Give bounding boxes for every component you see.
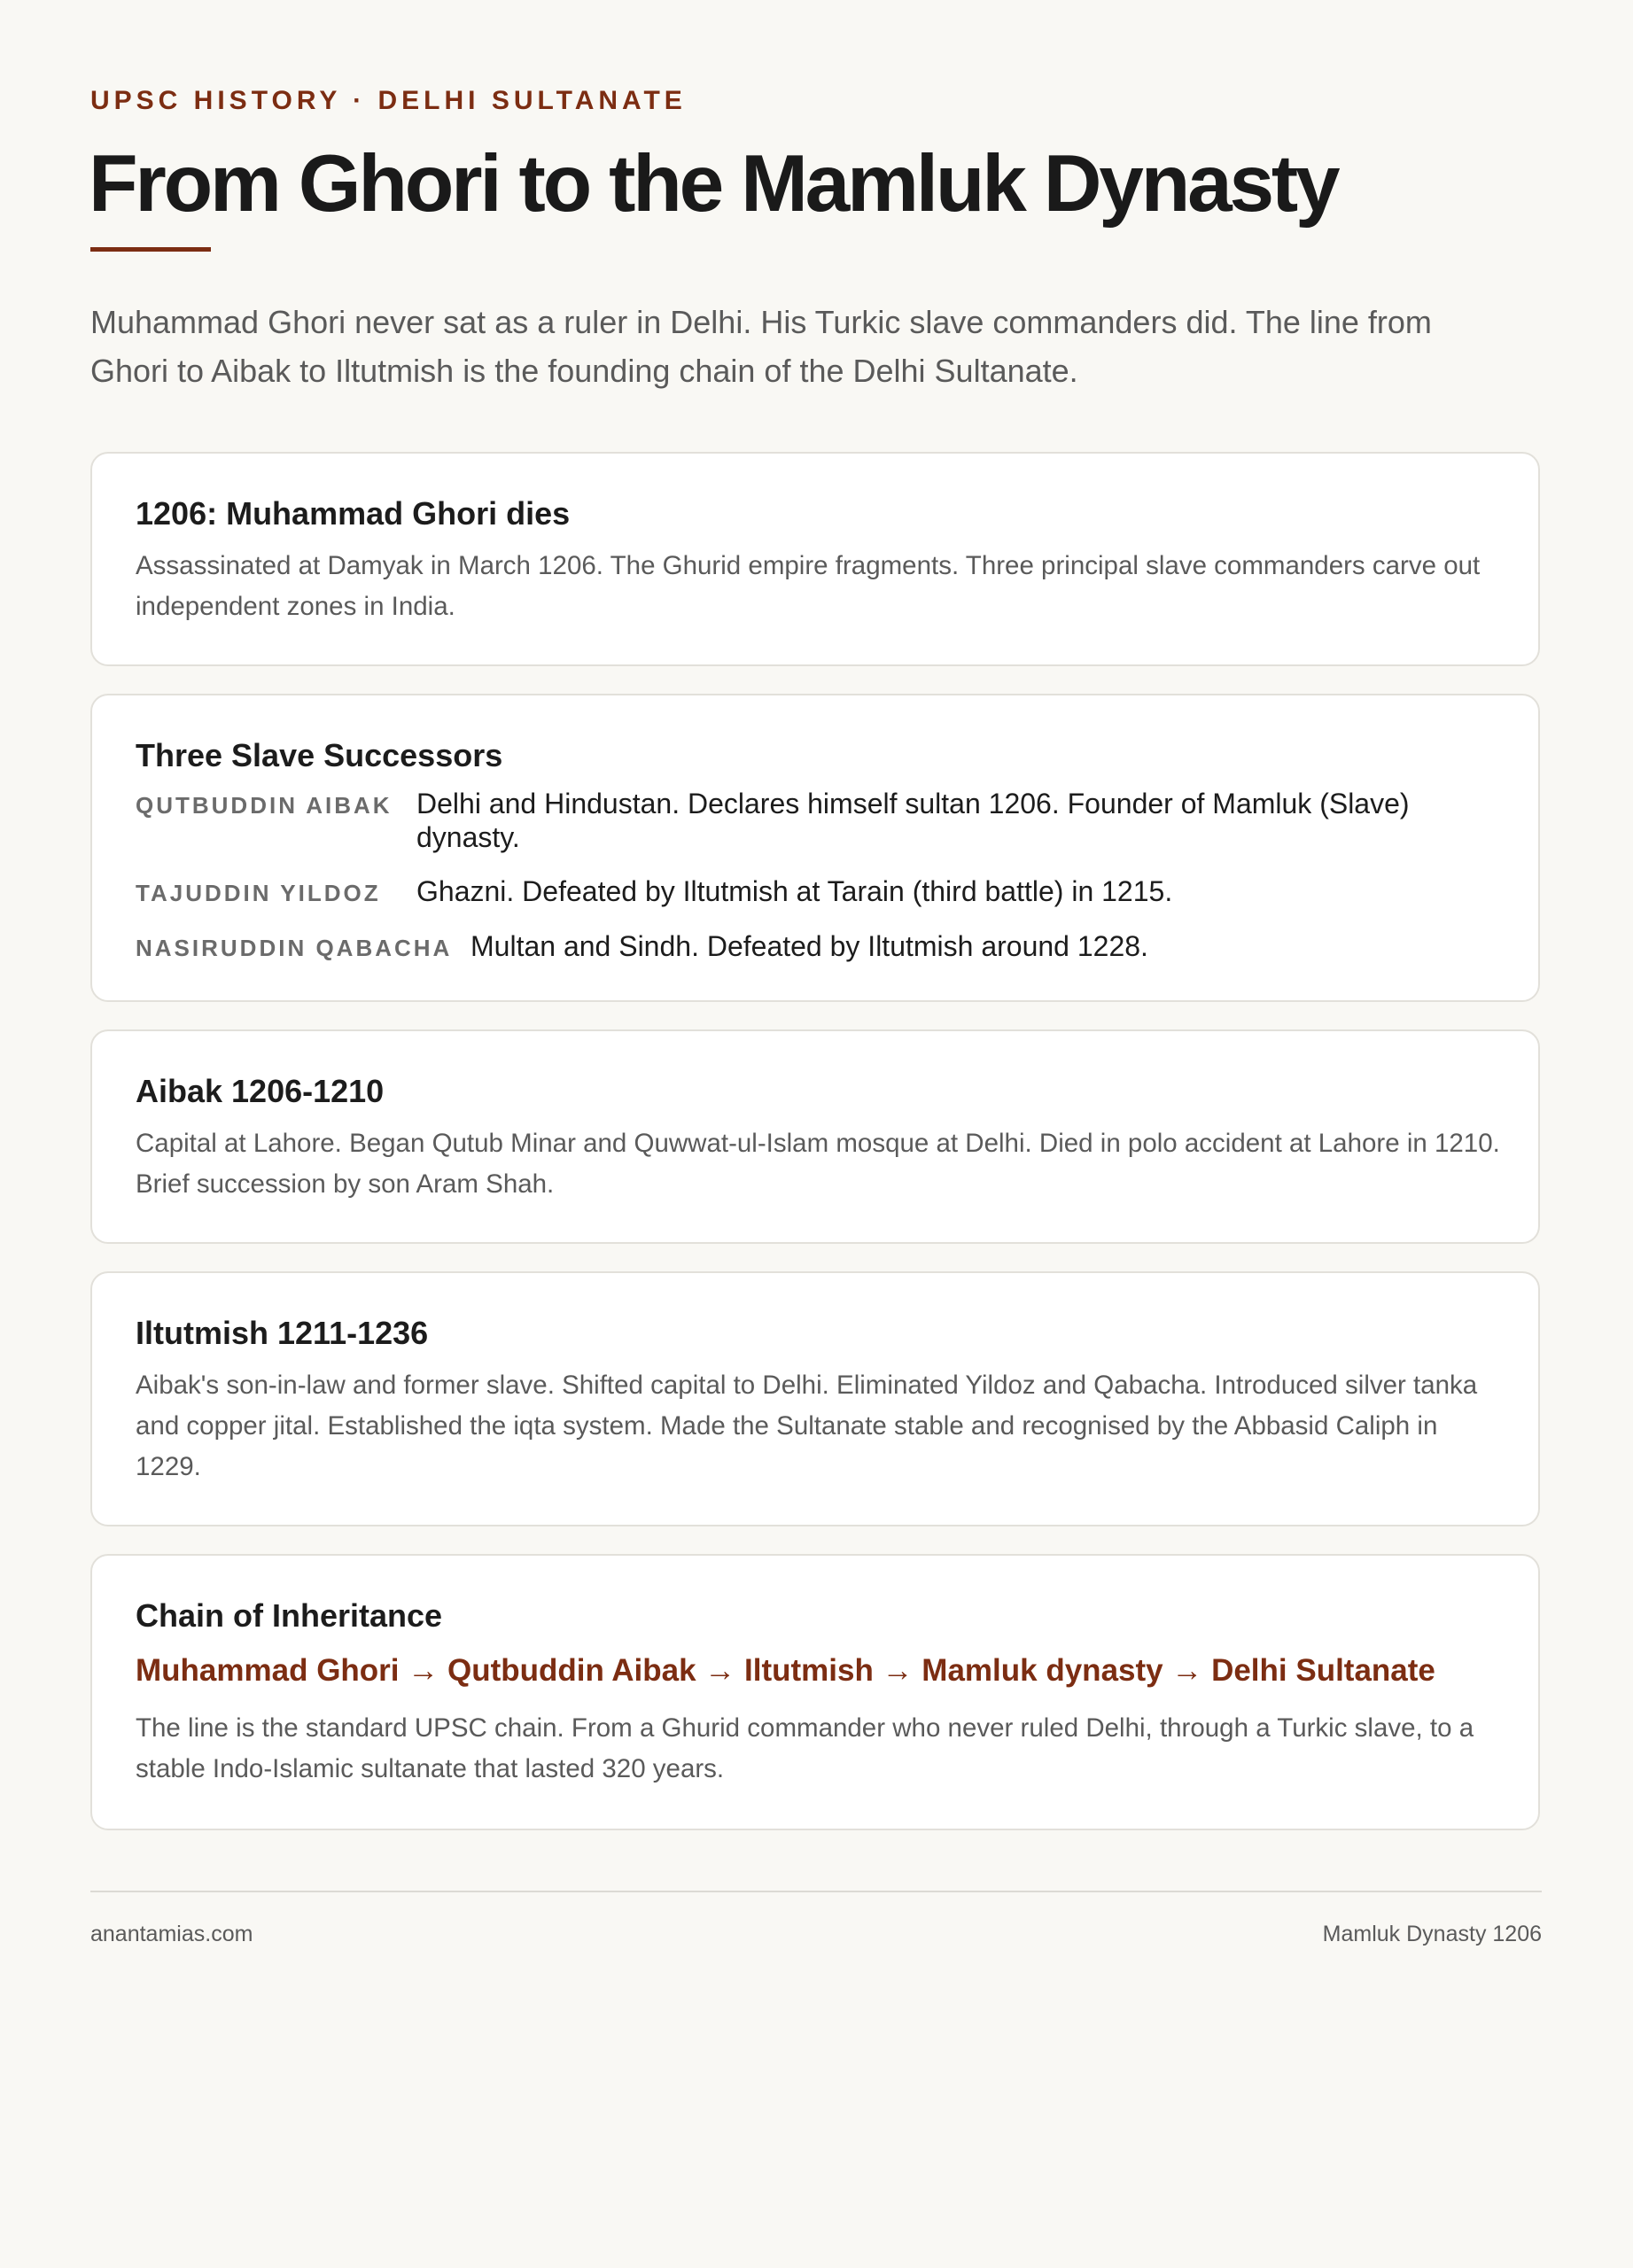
- card-body: Capital at Lahore. Began Qutub Minar and Quwwat-ul-Islam mosque at Delhi. Died in polo accident at Lahore in 1210. Brief succession by son Aram Shah.: [136, 1129, 1500, 1199]
- card-title: Three Slave Successors: [136, 737, 503, 773]
- card-aibak: [90, 1029, 1540, 1244]
- card-body: Aibak's son-in-law and former slave. Shifted capital to Delhi. Eliminated Yildoz and Qabacha. Introduced silver tanka and copper jital. Established the iqta system. Made the Sultanate stable and recognised by the Abbasid Caliph in 1229.: [136, 1371, 1478, 1481]
- successor-text-yildoz: Ghazni. Defeated by Iltutmish at Tarain (third battle) in 1215.: [416, 875, 1173, 907]
- card-title: Aibak 1206-1210: [136, 1073, 385, 1109]
- page-title: From Ghori to the Mamluk Dynasty: [89, 139, 1338, 229]
- card-iltutmish: [90, 1271, 1540, 1526]
- card-title: Chain of Inheritance: [136, 1597, 443, 1634]
- card-body: Assassinated at Damyak in March 1206. The Ghurid empire fragments. Three principal slave commanders carve out independent zones in India.: [136, 551, 1481, 621]
- successor-text-aibak: Delhi and Hindustan. Declares himself sultan 1206. Founder of Mamluk (Slave) dynasty.: [416, 788, 1410, 853]
- card-title: Iltutmish 1211-1236: [136, 1315, 429, 1351]
- footer-caption: Mamluk Dynasty 1206: [1322, 1922, 1542, 1946]
- card-chain-of-inheritance: [90, 1554, 1540, 1830]
- footer-divider: [90, 1891, 1542, 1892]
- eyebrow-label: UPSC HISTORY · DELHI SULTANATE: [90, 86, 687, 115]
- card-slave-successors: [90, 694, 1540, 1002]
- successor-label-yildoz: TAJUDDIN YILDOZ: [136, 880, 381, 906]
- card-body: The line is the standard UPSC chain. From a Ghurid commander who never ruled Delhi, through a Turkic slave, to a stable Indo-Islamic sultanate that lasted 320 years.: [136, 1713, 1474, 1783]
- successor-text-qabacha: Multan and Sindh. Defeated by Iltutmish around 1228.: [470, 930, 1148, 962]
- footer-site: anantamias.com: [90, 1922, 253, 1946]
- title-underline: [90, 247, 211, 252]
- card-title: 1206: Muhammad Ghori dies: [136, 495, 571, 532]
- inheritance-chain: Muhammad Ghori → Qutbuddin Aibak → Iltutmish → Mamluk dynasty → Delhi Sultanate: [136, 1653, 1435, 1688]
- intro-paragraph: Muhammad Ghori never sat as a ruler in Delhi. His Turkic slave commanders did. The line from Ghori to Aibak to Iltutmish is the founding chain of the Delhi Sultanate.: [90, 304, 1432, 389]
- successor-label-qabacha: NASIRUDDIN QABACHA: [136, 935, 453, 961]
- successor-label-aibak: QUTBUDDIN AIBAK: [136, 792, 393, 819]
- card-ghori-dies: [90, 452, 1540, 666]
